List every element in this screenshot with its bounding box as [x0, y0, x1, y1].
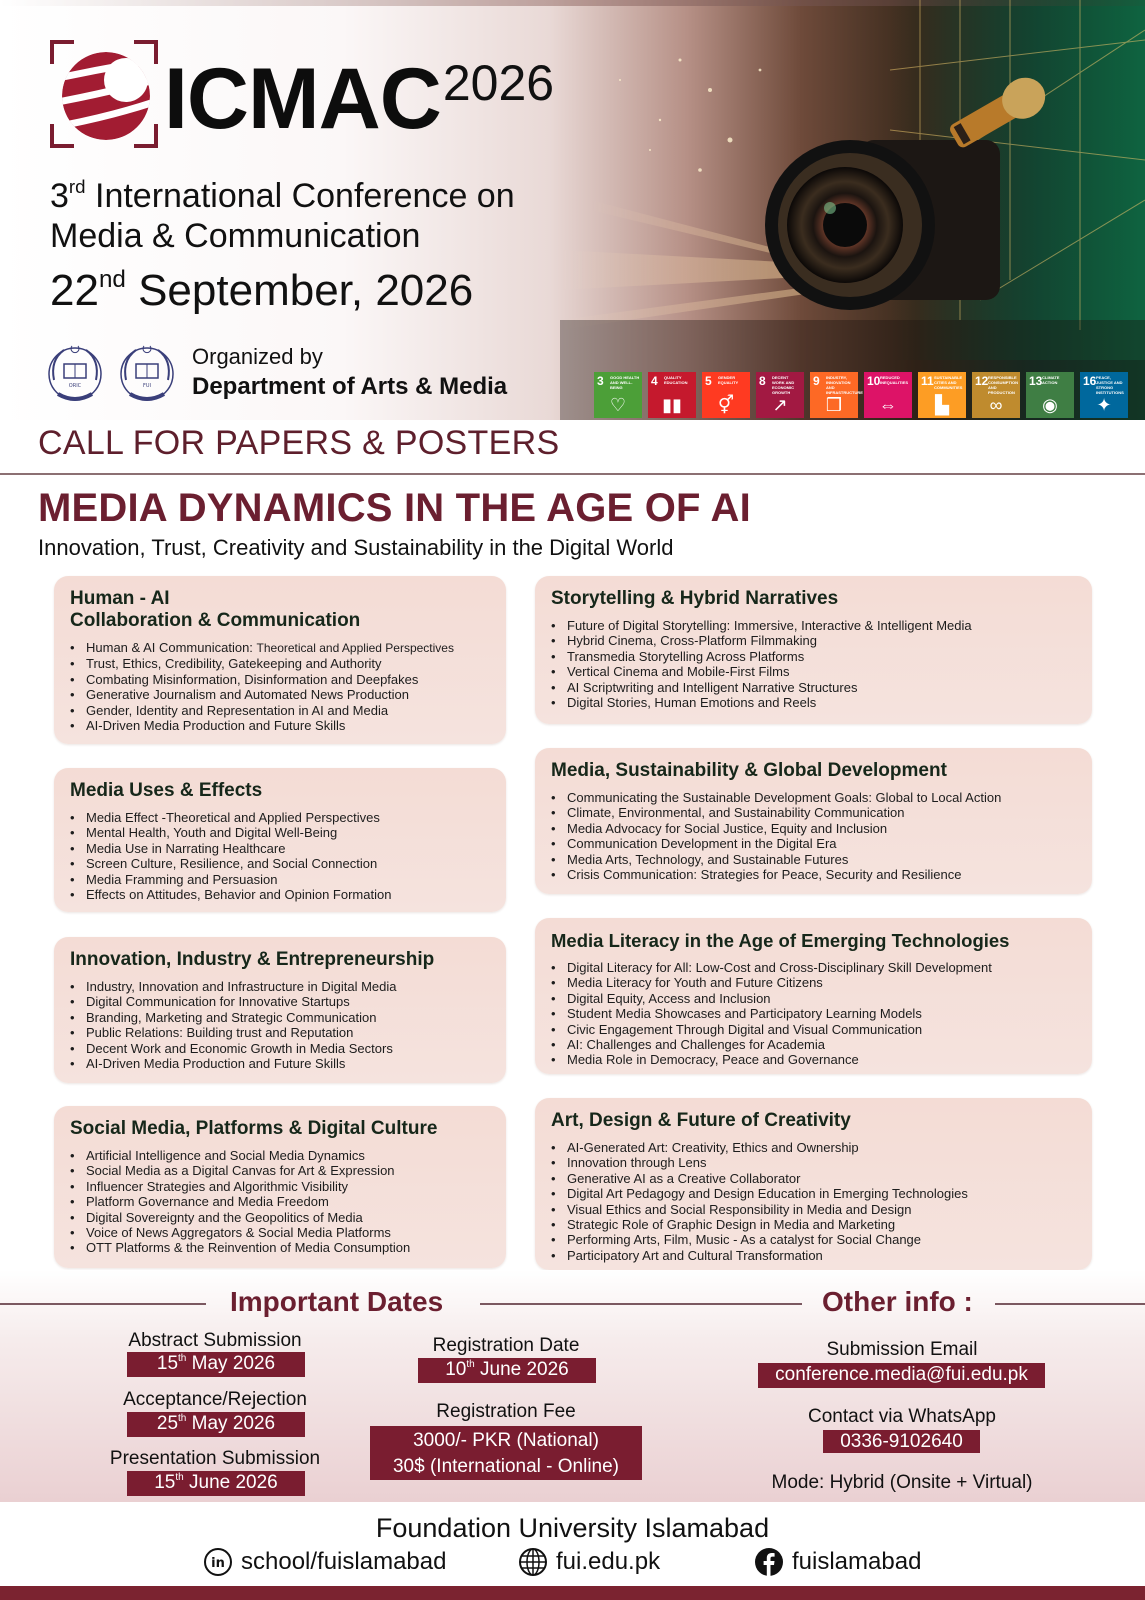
track-title: Media, Sustainability & Global Development — [551, 760, 947, 781]
theme-subtitle: Innovation, Trust, Creativity and Sustainability in the Digital World — [38, 535, 674, 560]
list-item: • AI-Driven Media Production and Future Skills — [70, 1056, 492, 1071]
list-item: • Hybrid Cinema, Cross-Platform Filmmaking — [551, 633, 1078, 648]
registration-fee-box — [370, 1426, 642, 1480]
fui-seal-icon — [116, 340, 178, 406]
university-name: Foundation University Islamabad — [375, 1513, 770, 1543]
sdg-4-icon: 4 QUALITY EDUCATION ▮▮ — [648, 372, 696, 418]
list-item: • Performing Arts, Film, Music - As a catalyst for Social Change — [551, 1232, 1078, 1247]
date-rest: September, 2026 — [125, 266, 474, 315]
whatsapp-label: Contact via WhatsApp — [808, 1406, 996, 1427]
list-item: • Mental Health, Youth and Digital Well-Being — [70, 825, 492, 840]
list-item: • Digital Sovereignty and the Geopolitics of Media — [70, 1210, 492, 1225]
list-item: • AI-Driven Media Production and Future Skills — [70, 718, 492, 733]
oric-seal-icon — [44, 340, 106, 406]
list-item: • Media Literacy for Youth and Future Citizens — [551, 975, 1078, 990]
list-item: • Visual Ethics and Social Responsibility in Media and Design — [551, 1202, 1078, 1217]
list-item: • Vertical Cinema and Mobile-First Films — [551, 664, 1078, 679]
track-card-sustainability — [535, 748, 1092, 894]
list-item: • Branding, Marketing and Strategic Communication — [70, 1010, 492, 1025]
ordinal-suffix: rd — [68, 175, 86, 197]
track-topic-list — [551, 618, 1078, 710]
track-topic-list — [551, 790, 1078, 882]
track-title: Media Uses & Effects — [70, 780, 263, 801]
date-day: 22 — [50, 266, 99, 315]
hero-banner — [0, 0, 1145, 420]
list-item: • Digital Stories, Human Emotions and Reels — [551, 695, 1078, 710]
sdg-3-icon: 3 GOOD HEALTH AND WELL-BEING ♡ — [594, 372, 642, 418]
organized-by-label: Organized by — [192, 344, 323, 369]
list-item: • Industry, Innovation and Infrastructure in Digital Media — [70, 979, 492, 994]
ordinal: 3 — [50, 177, 69, 215]
title-line-2: Media & Communication — [50, 217, 421, 255]
list-item: • Voice of News Aggregators & Social Media Platforms — [70, 1225, 492, 1240]
important-dates-heading: Important Dates — [230, 1286, 444, 1317]
divider — [0, 473, 1145, 475]
list-item: • Communicating the Sustainable Development Goals: Global to Local Action — [551, 790, 1078, 805]
sdg-icons-row — [594, 372, 1128, 418]
camera-microphone-artwork — [560, 0, 1145, 420]
conference-date — [50, 266, 473, 316]
facebook-link[interactable] — [754, 1547, 921, 1577]
list-item: • Generative AI as a Creative Collaborator — [551, 1171, 1078, 1186]
bottom-bar — [0, 1586, 1145, 1600]
presentation-submission-date: 15th June 2026 — [127, 1471, 305, 1496]
sdg-16-icon: 16 PEACE, JUSTICE AND STRONG INSTITUTIONS ✦ — [1080, 372, 1128, 418]
svg-text:FUI: FUI — [142, 383, 152, 389]
list-item: • Media Role in Democracy, Peace and Governance — [551, 1052, 1078, 1067]
list-item: • Media Framming and Persuasion — [70, 872, 492, 887]
divider — [480, 1303, 802, 1305]
list-item: • Transmedia Storytelling Across Platforms — [551, 649, 1078, 664]
list-item: • Human & AI Communication: Theoretical and Applied Perspectives — [70, 640, 492, 656]
list-item: • Digital Art Pedagogy and Design Education in Emerging Technologies — [551, 1186, 1078, 1201]
list-item: • Future of Digital Storytelling: Immersive, Interactive & Intelligent Media — [551, 618, 1078, 633]
registration-date-label: Registration Date — [432, 1335, 580, 1356]
sdg-5-icon: 5 GENDER EQUALITY ⚥ — [702, 372, 750, 418]
track-topic-list — [70, 979, 492, 1071]
mode-text: Mode: Hybrid (Onsite + Virtual) — [771, 1472, 1033, 1493]
list-item: • Innovation through Lens — [551, 1155, 1078, 1170]
list-item: • Platform Governance and Media Freedom — [70, 1194, 492, 1209]
list-item: • Strategic Role of Graphic Design in Media and Marketing — [551, 1217, 1078, 1232]
list-item: • Effects on Attitudes, Behavior and Opinion Formation — [70, 887, 492, 902]
sdg-13-icon: 13 CLIMATE ACTION ◉ — [1026, 372, 1074, 418]
abstract-submission-date: 15th May 2026 — [127, 1352, 305, 1377]
list-item: • Combating Misinformation, Disinformation and Deepfakes — [70, 672, 492, 687]
list-item: • Public Relations: Building trust and Reputation — [70, 1025, 492, 1040]
list-item: • Civic Engagement Through Digital and Visual Communication — [551, 1022, 1078, 1037]
track-topic-list — [551, 1140, 1078, 1263]
track-card-storytelling — [535, 576, 1092, 724]
list-item: • Media Advocacy for Social Justice, Equity and Inclusion — [551, 821, 1078, 836]
fee-international: 30$ (International - Online) — [392, 1456, 619, 1477]
list-item: • Participatory Art and Cultural Transformation — [551, 1248, 1078, 1263]
list-item: • Communication Development in the Digital Era — [551, 836, 1078, 851]
list-item: • Student Media Showcases and Participatory Learning Models — [551, 1006, 1078, 1021]
list-item: • Digital Equity, Access and Inclusion — [551, 991, 1078, 1006]
track-card-innovation — [54, 937, 506, 1083]
call-for-papers-heading: CALL FOR PAPERS & POSTERS — [38, 424, 560, 462]
list-item: • Screen Culture, Resilience, and Social Connection — [70, 856, 492, 871]
sdg-9-icon: 9 INDUSTRY, INNOVATION AND INFRASTRUCTURE ❒ — [810, 372, 858, 418]
track-title: Art, Design & Future of Creativity — [551, 1110, 851, 1131]
track-card-media-literacy — [535, 918, 1092, 1074]
logo-year: 2026 — [442, 55, 555, 111]
track-title: Innovation, Industry & Entrepreneurship — [70, 949, 435, 970]
list-item: • Digital Literacy for All: Low-Cost and Cross-Disciplinary Skill Development — [551, 960, 1078, 975]
list-item: • Social Media as a Digital Canvas for Art & Expression — [70, 1163, 492, 1178]
list-item: • Media Arts, Technology, and Sustainable Futures — [551, 852, 1078, 867]
list-item: • Gender, Identity and Representation in AI and Media — [70, 703, 492, 718]
date-suffix: nd — [98, 265, 126, 293]
fee-national: 3000/- PKR (National) — [413, 1430, 599, 1451]
track-topic-list — [70, 1148, 492, 1256]
list-item: • Crisis Communication: Strategies for Peace, Security and Resilience — [551, 867, 1078, 882]
title-line-1: International Conference on — [85, 177, 515, 215]
other-info-heading: Other info : — [822, 1286, 973, 1317]
whatsapp-number[interactable]: 0336-9102640 — [823, 1430, 980, 1453]
track-card-media-uses — [54, 768, 506, 912]
website-link[interactable] — [518, 1547, 660, 1577]
linkedin-link[interactable] — [203, 1547, 446, 1577]
track-card-social-media — [54, 1106, 506, 1268]
list-item: • Trust, Ethics, Credibility, Gatekeeping and Authority — [70, 656, 492, 671]
globe-icon — [518, 1547, 548, 1577]
facebook-icon — [754, 1547, 784, 1577]
list-item: • Influencer Strategies and Algorithmic Visibility — [70, 1179, 492, 1194]
registration-fee-label: Registration Fee — [436, 1401, 576, 1422]
track-card-human-ai — [54, 576, 506, 744]
divider — [995, 1303, 1145, 1305]
conference-title — [50, 176, 515, 256]
website-url: fui.edu.pk — [556, 1548, 661, 1575]
list-item: • Media Effect -Theoretical and Applied Perspectives — [70, 810, 492, 825]
organizer-name: Department of Arts & Media — [192, 373, 508, 400]
track-topic-list — [551, 960, 1078, 1068]
linkedin-handle: school/fuislamabad — [241, 1548, 447, 1575]
acceptance-rejection-date: 25th May 2026 — [127, 1412, 305, 1437]
track-card-art-design — [535, 1098, 1092, 1270]
track-topic-list — [70, 810, 492, 902]
logo-text: ICMAC — [164, 51, 441, 147]
submission-email-label: Submission Email — [826, 1339, 978, 1360]
list-item: • Digital Communication for Innovative Startups — [70, 994, 492, 1009]
track-title: Storytelling & Hybrid Narratives — [551, 588, 839, 609]
sdg-8-icon: 8 DECENT WORK AND ECONOMIC GROWTH ↗ — [756, 372, 804, 418]
sdg-11-icon: 11 SUSTAINABLE CITIES AND COMMUNITIES ▙ — [918, 372, 966, 418]
track-title: Human - AI Collaboration & Communication — [70, 588, 361, 631]
list-item: • Decent Work and Economic Growth in Media Sectors — [70, 1041, 492, 1056]
submission-email-link[interactable]: conference.media@fui.edu.pk — [758, 1363, 1045, 1388]
track-topic-list — [70, 640, 492, 733]
acceptance-rejection-label: Acceptance/Rejection — [123, 1389, 307, 1410]
sdg-10-icon: 10 REDUCED INEQUALITIES ⇔ — [864, 372, 912, 418]
registration-date: 10th June 2026 — [418, 1358, 596, 1383]
logo-globe-icon — [50, 40, 158, 148]
sdg-12-icon: 12 RESPONSIBLE CONSUMPTION AND PRODUCTION ∞ — [972, 372, 1020, 418]
presentation-submission-label: Presentation Submission — [109, 1448, 321, 1469]
divider — [0, 1303, 206, 1305]
svg-text:ORIC: ORIC — [68, 383, 82, 389]
list-item: • AI Scriptwriting and Intelligent Narrative Structures — [551, 680, 1078, 695]
svg-text:in: in — [211, 1556, 225, 1571]
list-item: • Climate, Environmental, and Sustainability Communication — [551, 805, 1078, 820]
list-item: • Artificial Intelligence and Social Media Dynamics — [70, 1148, 492, 1163]
list-item: • Media Use in Narrating Healthcare — [70, 841, 492, 856]
linkedin-icon — [203, 1547, 233, 1577]
list-item: • Generative Journalism and Automated News Production — [70, 687, 492, 702]
list-item: • AI: Challenges and Challenges for Academia — [551, 1037, 1078, 1052]
icmac-logo — [50, 40, 554, 148]
track-title: Social Media, Platforms & Digital Culture — [70, 1118, 438, 1139]
list-item: • AI-Generated Art: Creativity, Ethics and Ownership — [551, 1140, 1078, 1155]
organizer-block — [44, 340, 507, 406]
abstract-submission-label: Abstract Submission — [128, 1330, 302, 1351]
facebook-handle: fuislamabad — [792, 1548, 922, 1575]
theme-title: MEDIA DYNAMICS IN THE AGE OF AI — [38, 486, 751, 530]
list-item: • OTT Platforms & the Reinvention of Media Consumption — [70, 1240, 492, 1255]
track-title: Media Literacy in the Age of Emerging Technologies — [551, 930, 1010, 951]
